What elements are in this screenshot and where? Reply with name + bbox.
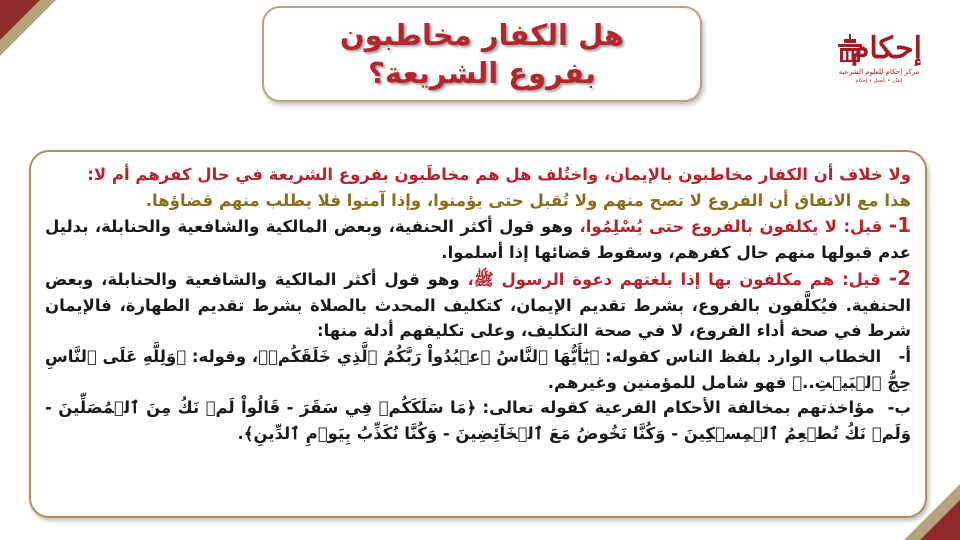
title-line-2: بفروع الشريعة؟ xyxy=(368,56,596,90)
intro-paragraph xyxy=(45,162,911,188)
evidence-b xyxy=(45,395,911,446)
title-line-1: هل الكفار مخاطبون xyxy=(339,18,625,52)
second-opinion-label: قيل: هم مكلفون بها إذا بلغتهم دعوة الرسول ﷺ، xyxy=(467,269,881,289)
first-opinion-number: 1- xyxy=(888,213,912,238)
agreement-paragraph xyxy=(45,188,911,214)
content-box xyxy=(29,150,927,518)
second-opinion-number: 2- xyxy=(888,265,911,290)
evidence-a-text: الخطاب الوارد بلفظ الناس كقوله: ﴿يَٰٓأَيُّهَا ٱلنَّاسُ ٱعۡبُدُواْ رَبَّكُمُ ٱلَّذِي خَلَقَكُمۡ﴾، وقوله: ﴿وَلِلَّهِ عَلَى ٱلنَّاسِ حِجُّ ٱلۡبَيۡتِ..﴾ فهو شامل للمؤمنين وغيرهم. xyxy=(45,346,911,392)
logo-tagline: إتقان • تأصيل • إحكام xyxy=(855,78,903,84)
evidence-b-text: مؤاخذتهم بمخالفة الأحكام الفرعية كقوله تعالى: ﴿مَا سَلَكَكُمۡ فِي سَقَرَ - قَالُواْ لَمۡ نَكُ مِنَ ٱلۡمُصَلِّينَ - وَلَمۡ نَكُ نُطۡعِمُ ٱلۡمِسۡكِينَ - وَكُنَّا نَخُوضُ مَعَ ٱلۡخَآئِضِينَ - وَكُنَّا نُكَذِّبُ بِيَوۡمِ ٱلدِّينِ﴾. xyxy=(45,398,911,444)
slide-title-box xyxy=(262,6,702,102)
corner-ornament-top-left xyxy=(0,0,56,56)
logo-subtitle: مركز إحكام للعلوم الشرعية xyxy=(838,68,920,76)
logo xyxy=(834,28,924,92)
evidence-b-letter: ب- xyxy=(887,398,911,418)
evidence-a xyxy=(45,344,911,395)
second-opinion xyxy=(45,266,911,344)
intro-red-text: ولا خلاف أن الكفار مخاطبون بالإيمان، واختُلف هل هم مخاطَبون بفروع الشريعة في حال كفرهم أم لا: xyxy=(87,165,911,184)
second-opinion-text: وهو قول أكثر المالكية والشافعية والحنابلة، وبعض الحنفية. فيُكلَّفون بالفروع، بشرط تقديم الإيمان، كتكليف المحدث بالصلاة بشرط تقديم الطهارة، فالإيمان شرط في صحة أداء الفروع، لا في صحة التكليف، وعلى تكليفهم أدلة منها: xyxy=(45,269,911,341)
evidence-a-letter: أ- xyxy=(898,346,911,366)
first-opinion-label: قيل: لا يكلفون بالفروع حتى يُسْلِمُوا، xyxy=(579,217,883,237)
logo-wordmark: إحكام xyxy=(850,31,922,66)
first-opinion xyxy=(45,213,911,265)
intro-olive-text: هذا مع الاتفاق أن الفروع لا تصح منهم ولا تُقبل حتى يؤمنوا، وإذا آمنوا فلا يطلب منهم قضاؤها. xyxy=(145,190,911,210)
first-opinion-text: وهو قول أكثر الحنفية، وبعض المالكية والشافعية والحنابلة، بدليل عدم قبولها منهم حال كفرهم، وسقوط قضائها إذا أسلموا. xyxy=(45,217,911,263)
